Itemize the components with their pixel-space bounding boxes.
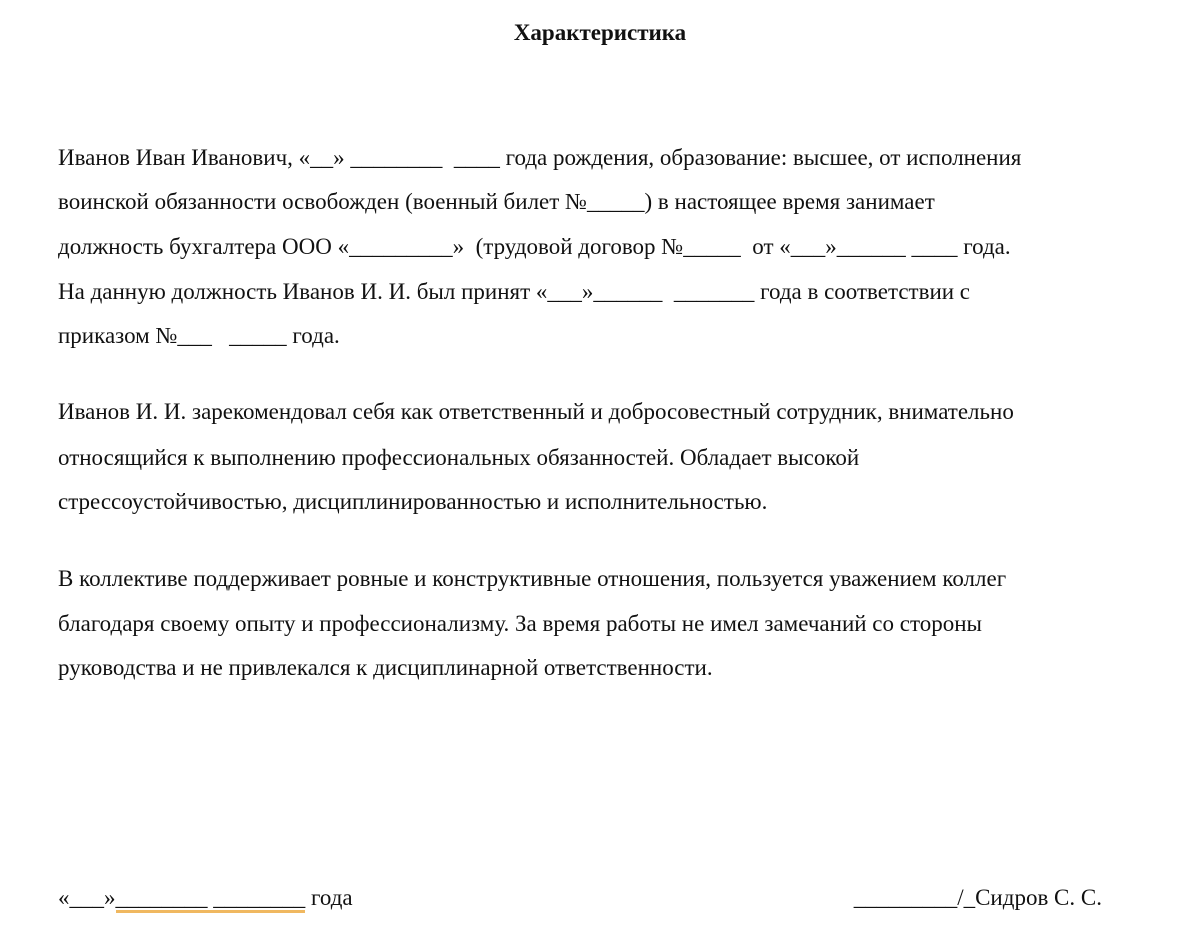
text-line: Иванов И. И. зарекомендовал себя как ответственный и добросовестный сотрудник, внимательно	[58, 399, 1014, 424]
text-line: благодаря своему опыту и профессионализму. За время работы не имел замечаний со стороны	[58, 611, 982, 636]
document-title: Характеристика	[513, 20, 687, 45]
text-line: стрессоустойчивостью, дисциплинированностью и исполнительностью.	[58, 489, 768, 514]
date-suffix: года	[305, 885, 353, 910]
text-line: На данную должность Иванов И. И. был принят «___»______ _______ года в соответствии с	[58, 279, 971, 304]
footer-signature: _________/_Сидров С. С.	[853, 885, 1102, 910]
text-line: руководства и не привлекался к дисциплинарной ответственности.	[58, 655, 713, 680]
footer-date	[58, 884, 353, 912]
text-line: относящийся к выполнению профессиональных обязанностей. Обладает высокой	[58, 445, 860, 470]
text-line: воинской обязанности освобожден (военный билет №_____) в настоящее время занимает	[58, 189, 935, 214]
text-line: В коллективе поддерживает ровные и конструктивные отношения, пользуется уважением коллег	[58, 566, 1007, 591]
text-line: Иванов Иван Иванович, «__» ________ ____ года рождения, образование: высшее, от исполнения	[58, 145, 1022, 170]
text-line: приказом №___ _____ года.	[58, 323, 340, 348]
date-day-blank: «___»	[58, 885, 116, 910]
text-line: должность бухгалтера ООО «_________» (трудовой договор №_____ от «___»______ ____ года.	[58, 234, 1011, 259]
date-month-year-blank: ________ ________	[116, 885, 306, 913]
